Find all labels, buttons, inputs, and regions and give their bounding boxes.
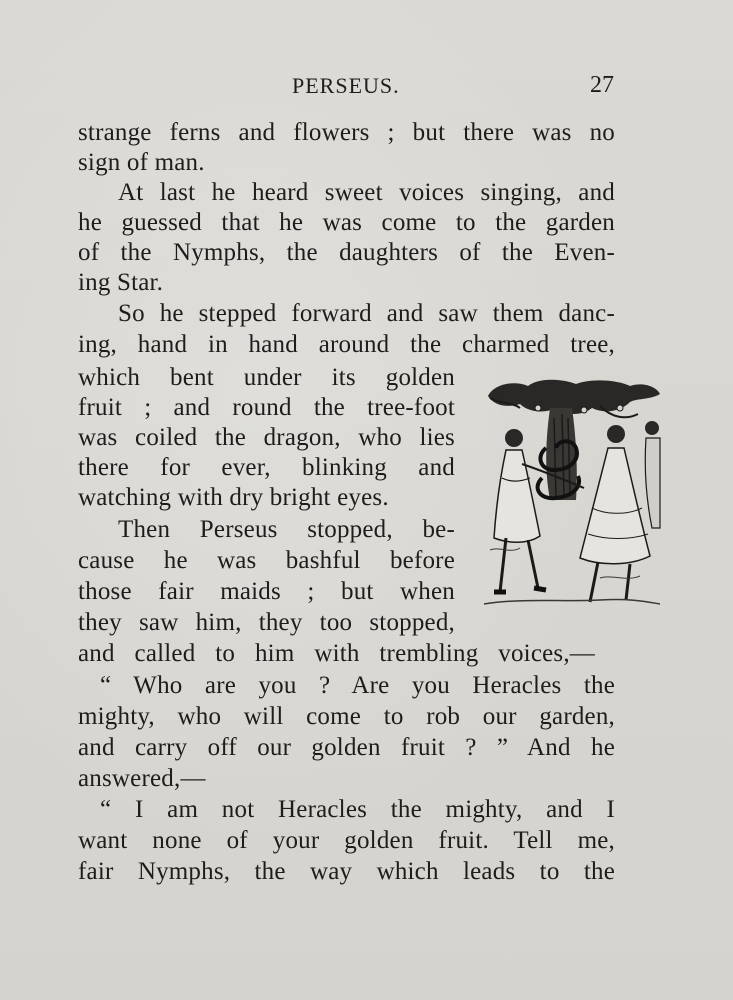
golden-fruit [581,407,587,413]
text-line: So he stepped forward and saw them danc- [118,300,615,327]
text-line: answered,— [78,765,206,792]
nymphs-dancing-icon [480,378,662,614]
text-line: cause he was bashful before [78,547,455,574]
text-line: “ I am not Heracles the mighty, and I [100,796,615,823]
text-line: which bent under its golden [78,364,455,391]
text-line: there for ever, blinking and [78,454,455,481]
golden-fruit [617,405,623,411]
text-line: and carry off our golden fruit ? ” And he [78,734,615,761]
nymph-head [505,429,523,447]
nymph-head [645,421,659,435]
page-number: 27 [590,72,614,98]
text-line: he guessed that he was come to the garden [78,209,615,236]
text-line: Then Perseus stopped, be- [118,516,455,543]
running-head-title: PERSEUS. [292,73,400,98]
nymph-dress [494,450,540,542]
text-line: At last he heard sweet voices singing, and [118,179,615,206]
text-line: “ Who are you ? Are you Heracles the [100,672,615,699]
text-line: was coiled the dragon, who lies [78,424,455,451]
text-line: and called to him with trembling voices,— [78,640,595,667]
text-line: mighty, who will come to rob our garden, [78,703,615,730]
text-line: fair Nymphs, the way which leads to the [78,858,615,885]
text-line: ing Star. [78,269,164,296]
nymph-legs [500,538,538,592]
text-line: fruit ; and round the tree-foot [78,394,455,421]
text-line: ing, hand in hand around the charmed tree, [78,331,615,358]
ground-line [484,599,660,604]
text-line: watching with dry bright eyes. [78,484,389,511]
nymph-legs [590,562,630,602]
nymph-dress [645,438,660,528]
text-line: want none of your golden fruit. Tell me, [78,827,615,854]
tree-canopy [488,380,660,414]
text-line: those fair maids ; but when [78,578,455,605]
text-line: strange ferns and flowers ; but there was no [78,119,615,146]
text-line: they saw him, they too stopped, [78,609,455,636]
golden-fruit [535,405,541,411]
nymph-head [607,425,625,443]
text-line: sign of man. [78,149,205,176]
nymph-dress [580,448,650,564]
illustration-svg [480,378,662,614]
text-line: of the Nymphs, the daughters of the Even- [78,239,615,266]
